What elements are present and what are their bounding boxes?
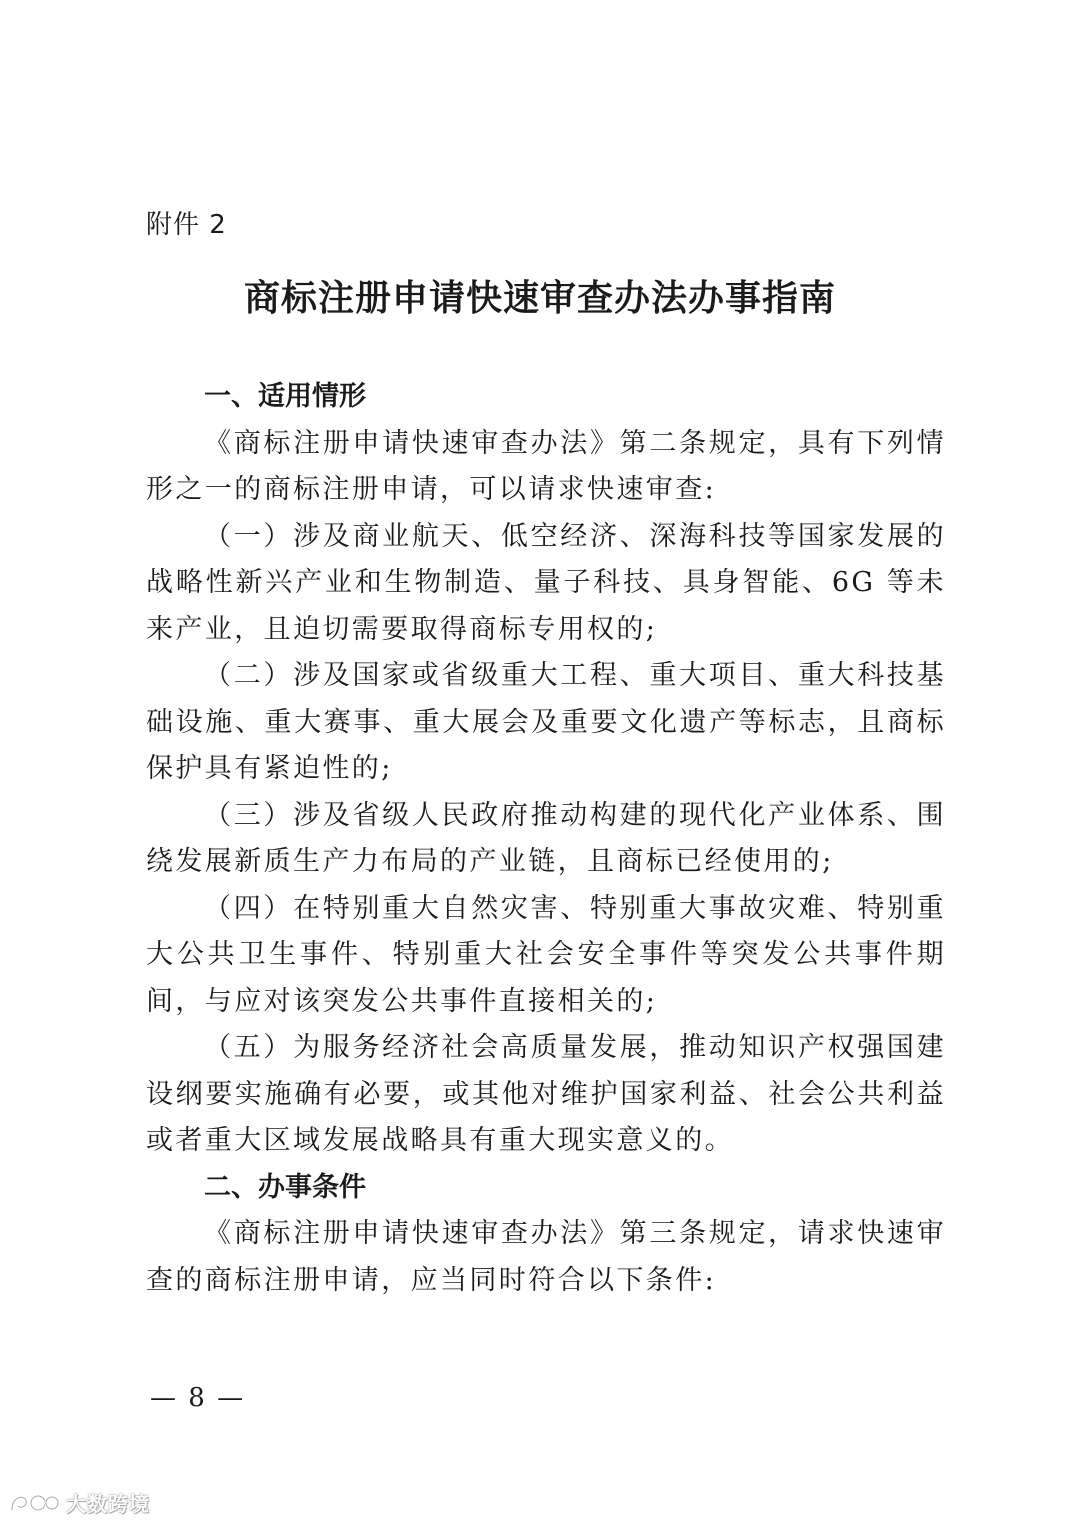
document-body xyxy=(146,374,946,1304)
document-title: 商标注册申请快速审查办法办事指南 xyxy=(243,277,836,319)
datas-cross-border-logo-icon xyxy=(8,1490,60,1516)
paragraph-item-1: （一）涉及商业航天、低空经济、深海科技等国家发展的战略性新兴产业和生物制造、量子科技、具身智能、6G 等未来产业，且迫切需要取得商标专用权的; xyxy=(146,520,946,645)
paragraph-item-4: （四）在特别重大自然灾害、特别重大事故灾难、特别重大公共卫生事件、特别重大社会安全事件等突发公共事件期间，与应对该突发公共事件直接相关的; xyxy=(146,892,946,1017)
watermark xyxy=(8,1488,150,1517)
paragraph-item-5: （五）为服务经济社会高质量发展，推动知识产权强国建设纲要实施确有必要，或其他对维护国家利益、社会公共利益或者重大区域发展战略具有重大现实意义的。 xyxy=(146,1032,946,1156)
watermark-text: 大数跨境 xyxy=(66,1492,150,1516)
paragraph-item-3: （三）涉及省级人民政府推动构建的现代化产业体系、围绕发展新质生产力布局的产业链，且商标已经使用的; xyxy=(146,799,946,877)
page-number: — 8 — xyxy=(150,1383,246,1413)
paragraph-item-2: （二）涉及国家或省级重大工程、重大项目、重大科技基础设施、重大赛事、重大展会及重要文化遗产等标志，且商标保护具有紧迫性的; xyxy=(146,660,946,784)
attachment-label: 附件 2 xyxy=(146,210,227,240)
paragraph-intro: 《商标注册申请快速审查办法》第二条规定，具有下列情形之一的商标注册申请，可以请求快速审查: xyxy=(146,427,946,505)
paragraph-conditions-intro: 《商标注册申请快速审查办法》第三条规定，请求快速审查的商标注册申请，应当同时符合以下条件: xyxy=(146,1218,946,1296)
section-heading-applicable-cases: 一、适用情形 xyxy=(204,381,366,412)
section-heading-conditions: 二、办事条件 xyxy=(204,1171,366,1203)
